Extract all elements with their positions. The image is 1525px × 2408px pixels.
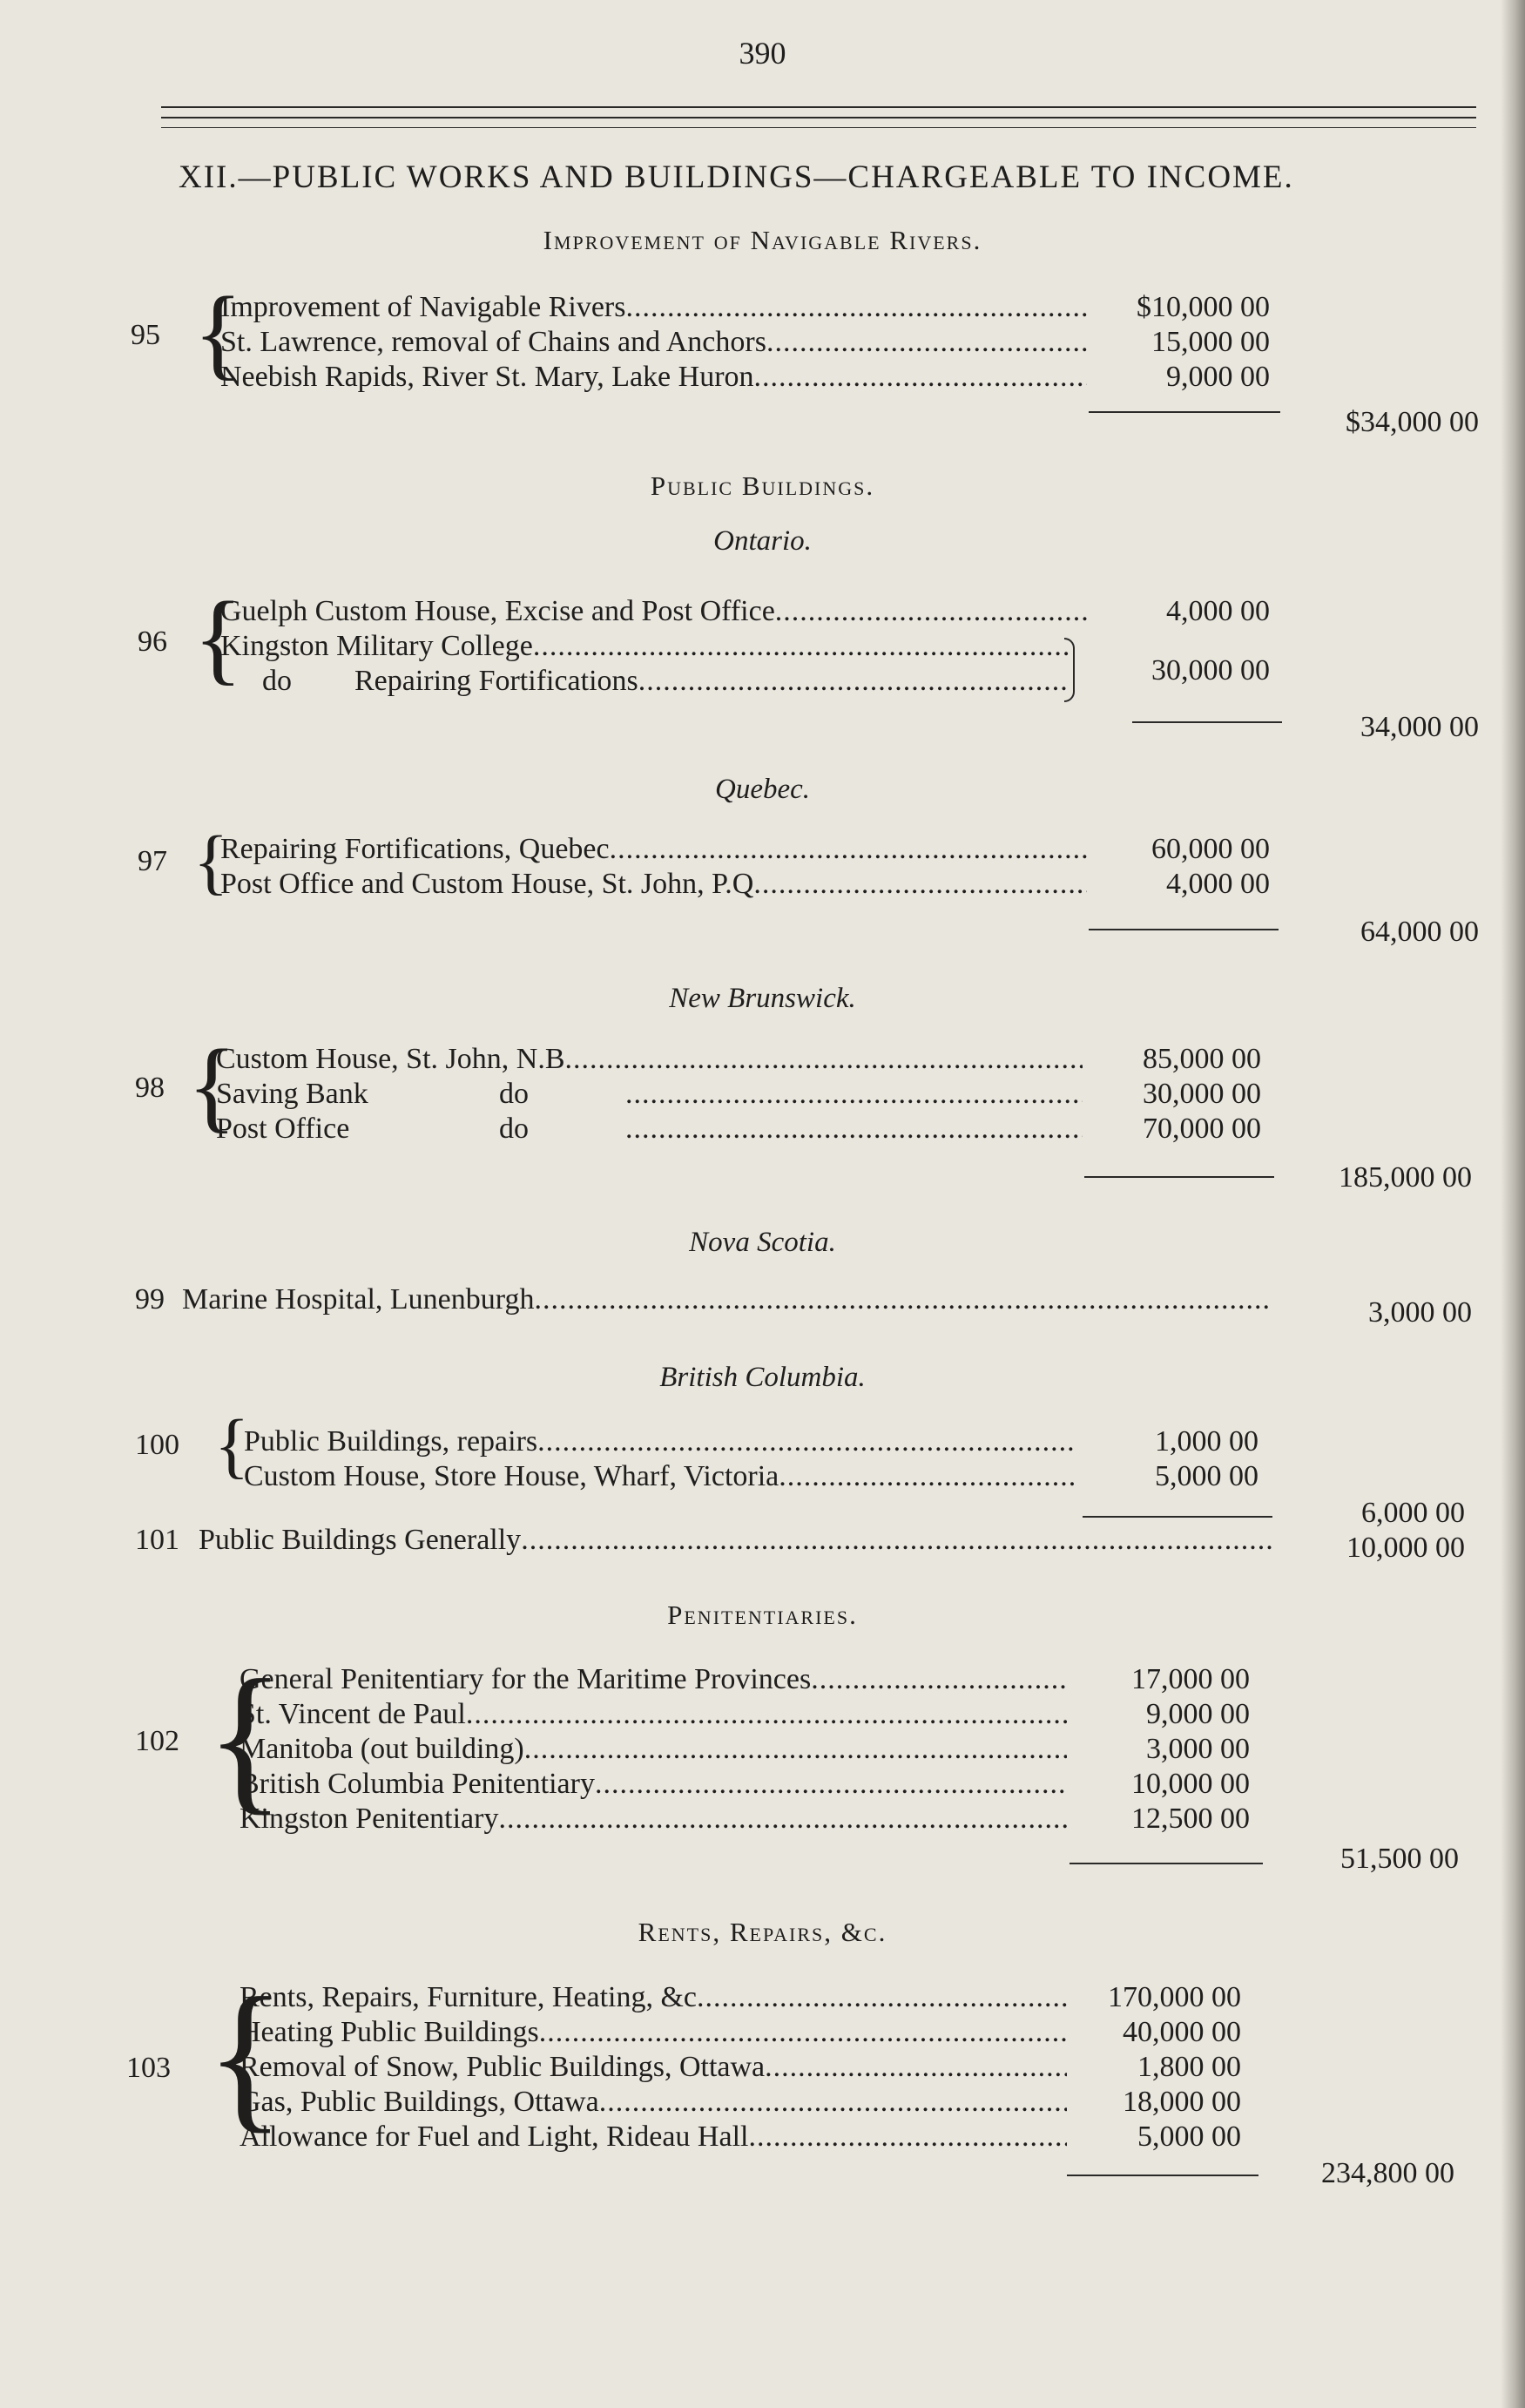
section-total: 3,000 00	[1368, 1296, 1472, 1329]
item-amount: 30,000 00	[1143, 1078, 1261, 1110]
item-amount: 1,800 00	[1137, 2051, 1241, 2083]
section-heading-rivers: Improvement of Navigable Rivers.	[543, 225, 982, 255]
item-desc: Repairing Fortifications	[354, 665, 638, 697]
section-total: 6,000 00	[1361, 1497, 1465, 1529]
item-amount: 12,500 00	[1131, 1803, 1250, 1835]
item-desc: Improvement of Navigable Rivers	[220, 291, 626, 323]
item-amount: 85,000 00	[1143, 1043, 1261, 1075]
vote-number: 99	[135, 1283, 165, 1316]
page-title: XII.—PUBLIC WORKS AND BUILDINGS—CHARGEABLE TO INCOME.	[179, 159, 1294, 195]
vote-number: 98	[135, 1072, 165, 1104]
province-heading: Nova Scotia.	[689, 1227, 836, 1258]
subtotal-rule	[1067, 2175, 1258, 2176]
item-desc: Repairing Fortifications, Quebec	[220, 833, 610, 865]
item-amount: 170,000 00	[1108, 1981, 1241, 2013]
vote-number: 96	[138, 626, 167, 658]
subtotal-rule	[1083, 1516, 1272, 1518]
item-desc: Neebish Rapids, River St. Mary, Lake Huron	[220, 361, 754, 393]
section-total: 234,800 00	[1321, 2157, 1454, 2189]
section-total: 51,500 00	[1340, 1843, 1459, 1875]
item-amount: 40,000 00	[1123, 2016, 1241, 2048]
item-amount: 1,000 00	[1155, 1425, 1258, 1458]
header-rule	[161, 127, 1476, 128]
item-desc: Post Office	[216, 1113, 350, 1145]
left-brace: {	[193, 822, 229, 903]
subtotal-rule	[1089, 929, 1279, 930]
item-desc: General Penitentiary for the Maritime Provinces	[240, 1663, 812, 1695]
item-amount: 30,000 00	[1151, 654, 1270, 687]
ditto-mark: do	[262, 665, 292, 697]
item-desc: Custom House, St. John, N.B	[216, 1043, 565, 1075]
item-desc: Marine Hospital, Lunenburgh	[182, 1283, 535, 1316]
ditto-mark: do	[499, 1078, 529, 1110]
section-total: $34,000 00	[1346, 406, 1479, 438]
province-heading: British Columbia.	[659, 1362, 866, 1393]
province-heading: Ontario.	[713, 525, 812, 557]
section-total: 64,000 00	[1360, 916, 1479, 948]
item-amount: 5,000 00	[1155, 1460, 1258, 1492]
item-desc: Saving Bank	[216, 1078, 368, 1110]
vote-number: 101	[135, 1524, 179, 1556]
left-brace: {	[206, 1647, 286, 1830]
item-desc: Custom House, Store House, Wharf, Victoria	[244, 1460, 779, 1492]
item-desc: Rents, Repairs, Furniture, Heating, &c	[240, 1981, 698, 2013]
item-desc: Allowance for Fuel and Light, Rideau Hall	[240, 2121, 749, 2153]
left-brace: {	[187, 1028, 237, 1142]
item-amount: 3,000 00	[1146, 1733, 1250, 1765]
vote-number: 102	[135, 1725, 179, 1757]
item-desc: Post Office and Custom House, St. John, P.Q	[220, 868, 754, 900]
left-brace: {	[206, 1965, 286, 2148]
section-total: 34,000 00	[1360, 711, 1479, 743]
vote-number: 103	[126, 2052, 171, 2084]
province-heading: Quebec.	[714, 774, 811, 805]
section-heading-public-buildings: Public Buildings.	[650, 470, 875, 501]
vote-number: 97	[138, 845, 167, 877]
right-brace	[1064, 638, 1075, 702]
page-edge-shadow	[1501, 0, 1525, 2408]
item-desc: Removal of Snow, Public Buildings, Ottawa	[240, 2051, 766, 2083]
left-brace: {	[193, 580, 243, 694]
item-desc: Guelph Custom House, Excise and Post Office	[220, 595, 775, 627]
subtotal-rule	[1132, 721, 1282, 723]
item-amount: 18,000 00	[1123, 2086, 1241, 2118]
item-amount: 4,000 00	[1166, 868, 1270, 900]
subtotal-rule	[1089, 411, 1280, 413]
section-heading-penitentiaries: Penitentiaries.	[667, 1600, 858, 1630]
item-amount: $10,000 00	[1137, 291, 1270, 323]
header-rule	[161, 117, 1476, 118]
item-amount: 10,000 00	[1131, 1768, 1250, 1800]
section-total: 185,000 00	[1339, 1161, 1472, 1194]
item-amount: 4,000 00	[1166, 595, 1270, 627]
item-amount: 5,000 00	[1137, 2121, 1241, 2153]
subtotal-rule	[1070, 1863, 1263, 1864]
item-desc: Manitoba (out building)	[240, 1733, 524, 1765]
subtotal-rule	[1084, 1176, 1274, 1178]
vote-number: 95	[131, 319, 160, 351]
item-desc: St. Lawrence, removal of Chains and Anchors	[220, 326, 766, 358]
ditto-mark: do	[499, 1113, 529, 1145]
vote-number: 100	[135, 1429, 179, 1461]
item-desc: Kingston Military College	[220, 630, 533, 662]
left-brace: {	[214, 1405, 250, 1486]
item-desc: British Columbia Penitentiary	[240, 1768, 595, 1800]
left-brace: {	[193, 275, 243, 389]
item-amount: 9,000 00	[1146, 1698, 1250, 1730]
item-desc: Public Buildings, repairs	[244, 1425, 538, 1458]
item-amount: 9,000 00	[1166, 361, 1270, 393]
item-amount: 15,000 00	[1151, 326, 1270, 358]
item-amount: 17,000 00	[1131, 1663, 1250, 1695]
section-heading-rents: Rents, Repairs, &c.	[638, 1917, 887, 1947]
item-desc: Kingston Penitentiary	[240, 1803, 499, 1835]
item-amount: 60,000 00	[1151, 833, 1270, 865]
item-desc: Public Buildings Generally	[199, 1524, 522, 1556]
header-rule	[161, 106, 1476, 108]
province-heading: New Brunswick.	[669, 983, 856, 1014]
item-desc: Gas, Public Buildings, Ottawa	[240, 2086, 599, 2118]
item-desc: Heating Public Buildings	[240, 2016, 539, 2048]
item-amount: 70,000 00	[1143, 1113, 1261, 1145]
section-total: 10,000 00	[1346, 1532, 1465, 1564]
page-number: 390	[739, 36, 786, 71]
item-desc: St. Vincent de Paul	[240, 1698, 466, 1730]
